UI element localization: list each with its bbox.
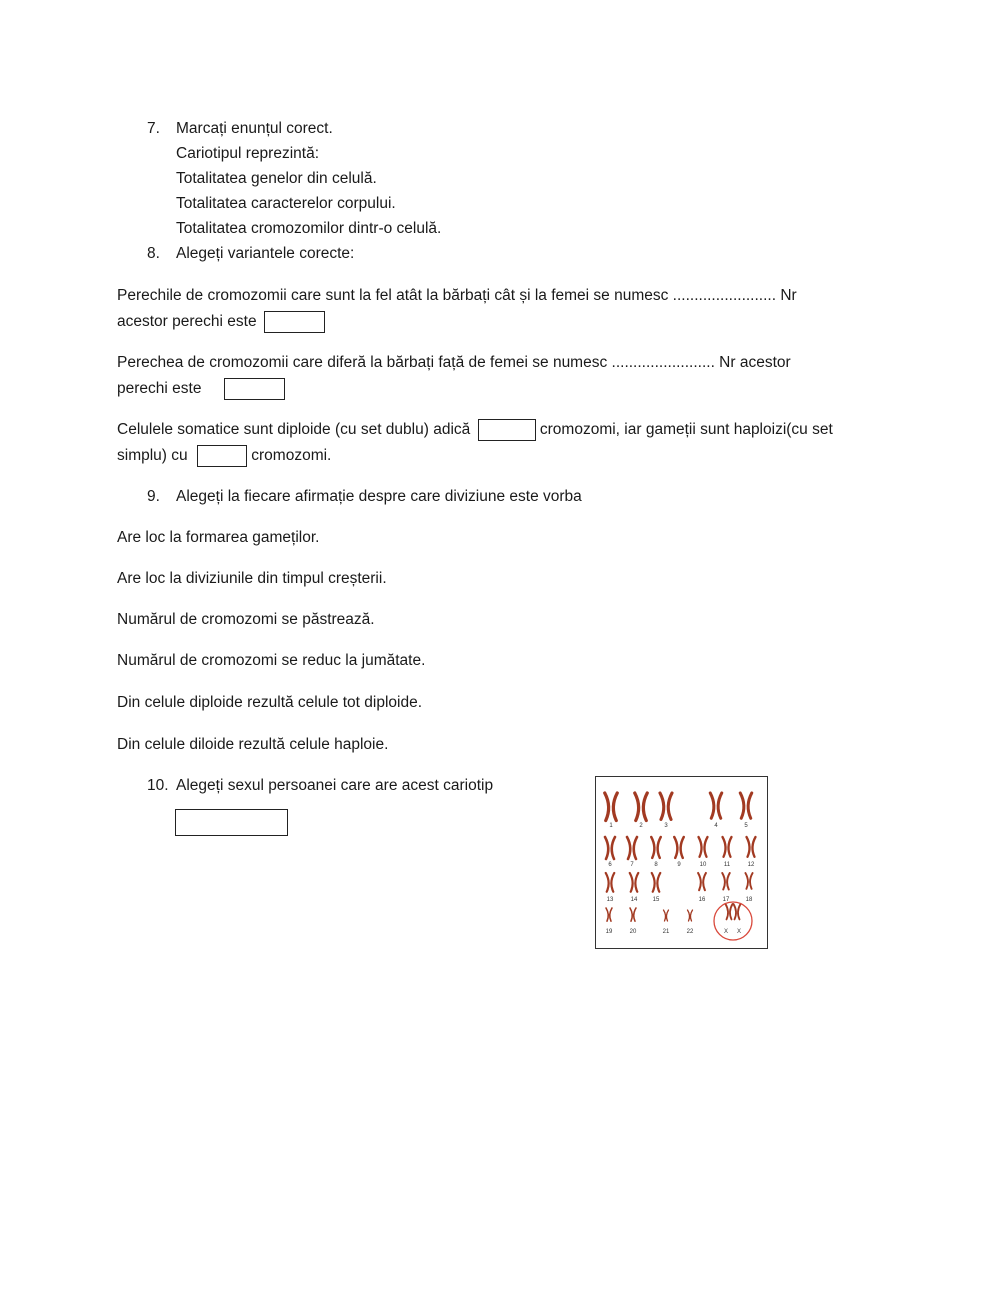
q8-p3-text-1: Celulele somatice sunt diploide (cu set dublu) adică (117, 421, 471, 439)
chromosome-label-9: 9 (677, 862, 681, 868)
chromosome-label-16: 16 (698, 897, 706, 903)
sex-chromosomes-count-input[interactable] (224, 378, 285, 400)
q8-p1-line1: Perechile de cromozomii care sunt la fel atât la bărbați cât și la femei se numesc ........................ Nr (117, 287, 797, 304)
chromosome-label-6: 6 (608, 862, 612, 868)
chromosome-13 (606, 873, 615, 892)
chromosome-5 (740, 793, 752, 818)
chromosome-6 (605, 837, 615, 859)
chromosome-label-7: 7 (630, 862, 634, 868)
chromosome-label-17: 17 (722, 897, 730, 903)
q8-p3-text-4: cromozomi. (251, 447, 332, 465)
chromosome-8 (651, 837, 661, 858)
chromosome-2 (635, 793, 648, 821)
q8-p2-line2 (117, 378, 285, 400)
chromosome-label-13: 13 (606, 897, 614, 903)
haploid-count-input[interactable] (197, 445, 247, 467)
q7-title: Marcați enunțul corect. (176, 120, 333, 137)
chromosome-label-22: 22 (686, 929, 694, 935)
sex-answer-input[interactable] (175, 809, 288, 836)
q8-p1-line2 (117, 311, 325, 333)
chromosome-label-18: 18 (745, 897, 753, 903)
chromosome-label-19: 19 (605, 929, 613, 935)
chromosome-label-x1: X (723, 929, 729, 935)
q8-p2-line1: Perechea de cromozomii care diferă la bărbați față de femei se numesc ........................ Nr acestor (117, 354, 791, 371)
q8-p3-line2 (117, 445, 331, 467)
chromosome-label-5: 5 (744, 823, 748, 829)
chromosome-18 (745, 873, 752, 889)
q9-statement-1[interactable]: Are loc la formarea gameților. (117, 529, 320, 546)
chromosome-label-21: 21 (662, 929, 670, 935)
chromosome-14 (630, 873, 639, 892)
q9-statement-2[interactable]: Are loc la diviziunile din timpul creșterii. (117, 570, 387, 587)
chromosome-17 (722, 873, 730, 890)
q9-number: 9. (147, 488, 160, 505)
chromosome-x-1 (726, 904, 733, 919)
q8-title: Alegeți variantele corecte: (176, 245, 355, 262)
chromosome-label-10: 10 (699, 862, 707, 868)
chromosome-label-15: 15 (652, 897, 660, 903)
chromosome-7 (627, 837, 637, 859)
chromosome-4 (710, 793, 722, 818)
q9-statement-3[interactable]: Numărul de cromozomi se păstrează. (117, 611, 375, 628)
chromosome-label-4: 4 (714, 823, 718, 829)
karyotype-image (595, 776, 768, 949)
chromosome-3 (660, 793, 672, 819)
q9-statement-5[interactable]: Din celule diploide rezultă celule tot diploide. (117, 694, 423, 711)
chromosome-15 (652, 873, 661, 892)
chromosome-16 (698, 873, 706, 890)
chromosome-19 (606, 908, 612, 921)
chromosome-9 (674, 837, 684, 858)
q7-option-3[interactable]: Totalitatea cromozomilor dintr-o celulă. (176, 220, 442, 237)
chromosome-label-14: 14 (630, 897, 638, 903)
diploid-count-input[interactable] (478, 419, 536, 441)
q8-p1-text: acestor perechi este (117, 313, 257, 331)
chromosome-label-1: 1 (609, 823, 613, 829)
q9-title: Alegeți la fiecare afirmație despre care diviziune este vorba (176, 488, 582, 505)
chromosome-label-x2: X (736, 929, 742, 935)
q8-p3-text-3: simplu) cu (117, 447, 188, 465)
q10-number: 10. (147, 777, 169, 794)
q7-option-2[interactable]: Totalitatea caracterelor corpului. (176, 195, 396, 212)
chromosome-20 (630, 908, 636, 921)
q8-p3-line1 (117, 419, 833, 441)
q7-option-1[interactable]: Totalitatea genelor din celulă. (176, 170, 377, 187)
chromosome-12 (747, 837, 756, 857)
chromosome-11 (723, 837, 732, 857)
chromosome-22 (688, 910, 693, 921)
chromosome-label-3: 3 (664, 823, 668, 829)
chromosome-x-2 (734, 904, 741, 919)
chromosome-label-12: 12 (747, 862, 755, 868)
chromosome-21 (664, 910, 669, 921)
chromosome-label-11: 11 (723, 862, 731, 868)
sex-chromosome-circle (714, 902, 752, 940)
karyotype-graphic (596, 777, 767, 948)
q10-title: Alegeți sexul persoanei care are acest cariotip (176, 777, 494, 794)
chromosome-1 (605, 793, 618, 821)
chromosome-label-8: 8 (654, 862, 658, 868)
q8-p3-text-2: cromozomi, iar gameții sunt haploizi(cu set (539, 421, 833, 439)
q9-statement-4[interactable]: Numărul de cromozomi se reduc la jumătate. (117, 652, 426, 669)
chromosome-label-20: 20 (629, 929, 637, 935)
q7-number: 7. (147, 120, 160, 137)
q8-number: 8. (147, 245, 160, 262)
q8-p2-text: perechi este (117, 380, 202, 398)
autosomes-count-input[interactable] (264, 311, 325, 333)
chromosome-label-2: 2 (639, 823, 643, 829)
chromosome-10 (699, 837, 708, 857)
q7-stem: Cariotipul reprezintă: (176, 145, 320, 162)
q9-statement-6[interactable]: Din celule diloide rezultă celule haploie. (117, 736, 389, 753)
